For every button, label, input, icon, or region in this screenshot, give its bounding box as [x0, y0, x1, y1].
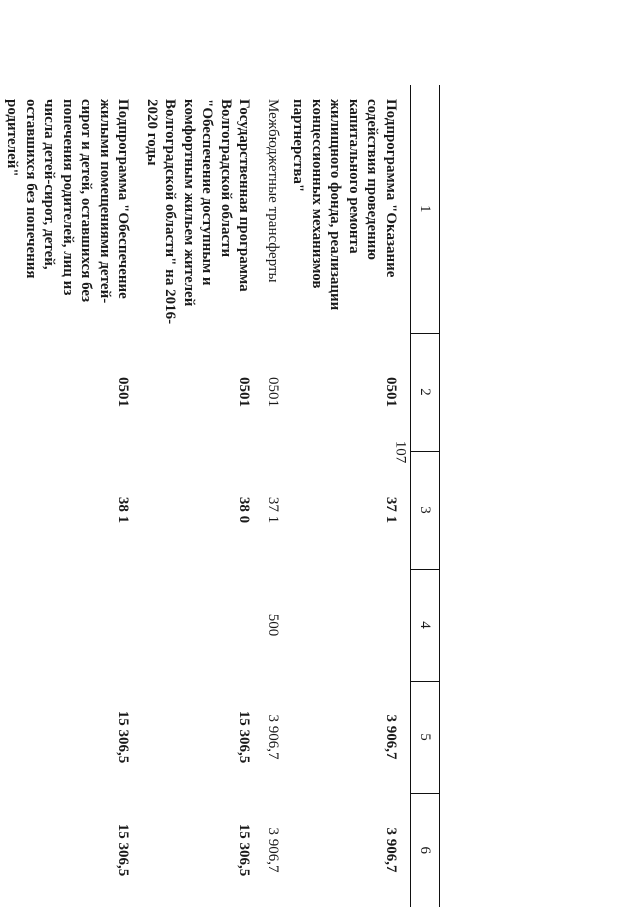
- cell-target: [0, 451, 3, 569]
- cell-sum-a: [0, 681, 3, 793]
- cell-sum-b: 15 306,5: [236, 823, 253, 877]
- cell-target: 37 1: [265, 496, 281, 524]
- cell-type: [3, 569, 143, 681]
- col-header-5: 5: [411, 681, 440, 793]
- cell-code: 0501: [265, 377, 281, 407]
- cell-type: 500: [265, 613, 281, 637]
- header-row: [411, 85, 440, 907]
- cell-code: 0501: [115, 377, 132, 407]
- cell-sum-a: 3 906,7: [383, 714, 399, 760]
- col-header-1: 1: [411, 85, 440, 333]
- col-header-4: 4: [411, 569, 440, 681]
- row-name: Подпрограмма "Оказание содействия проведению капитального ремонта жилищного фонда, реализации концессионных механизмов партнерства": [290, 99, 399, 311]
- cell-sum-b: 3 906,7: [265, 827, 281, 873]
- cell-sum-b: [0, 793, 3, 907]
- cell-sum-b: 3 906,7: [383, 827, 399, 873]
- table-row: [0, 85, 3, 907]
- col-header-2: 2: [411, 333, 440, 451]
- page-number: 107: [392, 440, 409, 464]
- cell-sum-a: 15 306,5: [236, 710, 253, 764]
- budget-table: [0, 85, 440, 907]
- cell-target: 38 1: [115, 496, 132, 524]
- table-row: [288, 85, 411, 907]
- cell-code: 0501: [383, 377, 399, 407]
- rotated-table-container: [4, 85, 440, 907]
- cell-sum-a: 3 906,7: [265, 714, 281, 760]
- table-row: [143, 85, 264, 907]
- cell-target: 37 1: [383, 496, 399, 524]
- cell-target: 38 0: [236, 496, 253, 524]
- cell-sum-b: 15 306,5: [115, 823, 132, 877]
- row-name: Межбюджетные трансферты: [265, 99, 281, 283]
- row-name: Подпрограмма "Обеспечение жилыми помещениями детей-сирот и детей, оставшихся без попечения родителей, лиц из числа детей-сирот, детей, оставшихся без попечения родителей": [4, 99, 132, 304]
- cell-code: [0, 333, 3, 451]
- row-name: Государственная программа Волгоградской области "Обеспечение доступным и комфортным жильем жителей Волгоградской области" на 2016-2020 годы: [144, 99, 253, 325]
- cell-type: [0, 569, 3, 681]
- cell-code: 0501: [236, 377, 253, 407]
- table-row: [264, 85, 289, 907]
- table-row: [3, 85, 143, 907]
- cell-type: [288, 569, 411, 681]
- cell-type: [143, 569, 264, 681]
- col-header-6: 6: [411, 793, 440, 907]
- col-header-3: 3: [411, 451, 440, 569]
- cell-sum-a: 15 306,5: [115, 710, 132, 764]
